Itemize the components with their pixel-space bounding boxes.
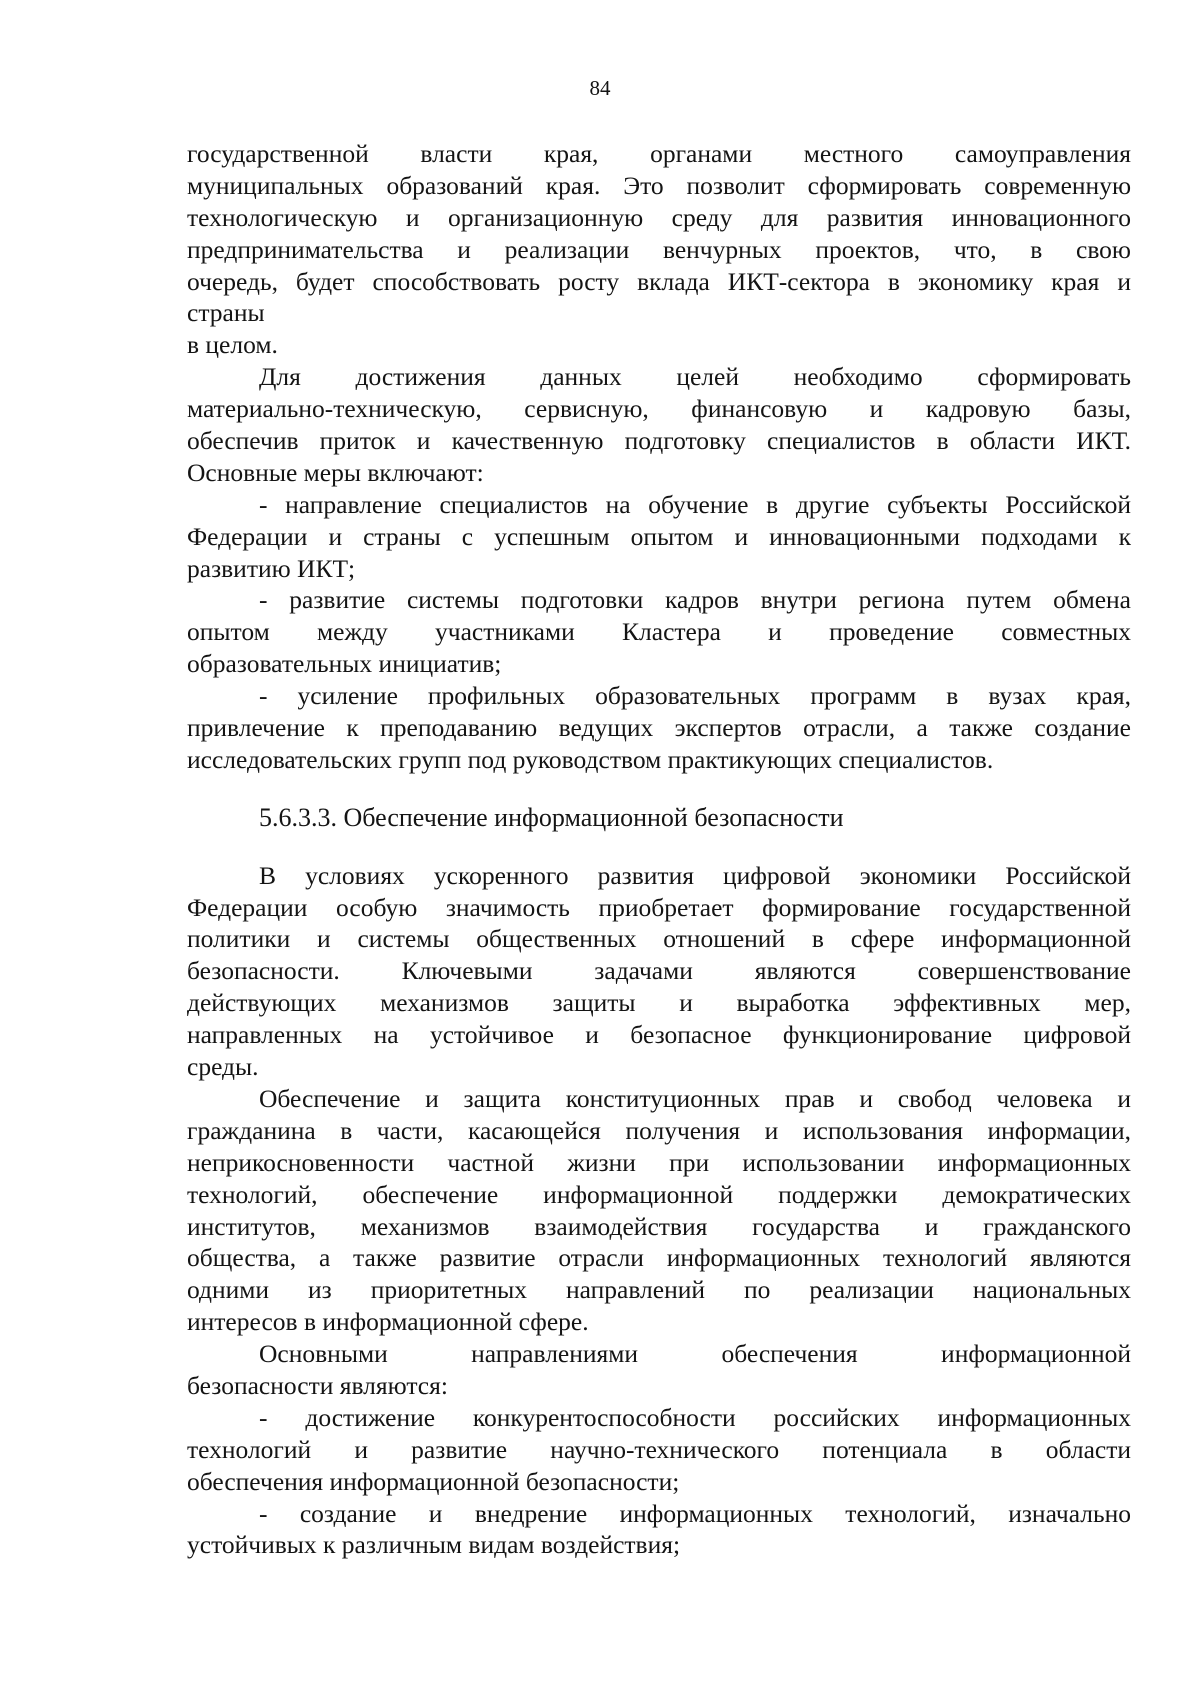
text-line: развитию ИКТ; [187, 553, 356, 583]
text-line: общества, а также развитие отрасли информационных технологий являются [187, 1243, 1131, 1273]
text-line: в целом. [187, 330, 278, 360]
text-line: материально-техническую, сервисную, финансовую и кадровую базы, [187, 394, 1131, 424]
text-line: институтов, механизмов взаимодействия государства и гражданского [187, 1211, 1131, 1241]
text-line: Для достижения данных целей необходимо сформировать [259, 362, 1131, 392]
text-line: Основными направлениями обеспечения информационной [259, 1339, 1131, 1369]
text-line: действующих механизмов защиты и выработка эффективных мер, [187, 988, 1131, 1018]
text-line: обеспечения информационной безопасности; [187, 1466, 680, 1496]
text-line: - создание и внедрение информационных технологий, изначально [259, 1498, 1131, 1528]
text-line: В условиях ускоренного развития цифровой экономики Российской [259, 860, 1131, 890]
text-line: - усиление профильных образовательных программ в вузах края, [259, 681, 1131, 711]
text-line: безопасности являются: [187, 1370, 448, 1400]
text-line: технологическую и организационную среду для развития инновационного [187, 202, 1131, 232]
text-line: исследовательских групп под руководством практикующих специалистов. [187, 744, 994, 774]
paragraph-gap [187, 834, 1131, 860]
paragraph-gap [187, 776, 1131, 802]
text-line: гражданина в части, касающейся получения и использования информации, [187, 1115, 1131, 1145]
text-line: Федерации и страны с успешным опытом и инновационными подходами к [187, 521, 1131, 551]
text-line: предпринимательства и реализации венчурных проектов, что, в свою [187, 234, 1131, 264]
section-heading: 5.6.3.3. Обеспечение информационной безопасности [259, 802, 844, 832]
text-line: безопасности. Ключевыми задачами являются совершенствование [187, 956, 1131, 986]
text-line: технологий, обеспечение информационной поддержки демократических [187, 1179, 1131, 1209]
text-line: Обеспечение и защита конституционных прав и свобод человека и [259, 1083, 1131, 1113]
text-line: привлечение к преподаванию ведущих экспертов отрасли, а также создание [187, 713, 1131, 743]
page-number: 84 [589, 76, 611, 100]
text-line: неприкосновенности частной жизни при использовании информационных [187, 1147, 1131, 1177]
text-line: устойчивых к различным видам воздействия; [187, 1530, 681, 1560]
text-line: муниципальных образований края. Это позволит сформировать современную [187, 170, 1131, 200]
text-line: обеспечив приток и качественную подготовку специалистов в области ИКТ. [187, 426, 1131, 456]
text-line: интересов в информационной сфере. [187, 1307, 589, 1337]
text-line: - направление специалистов на обучение в другие субъекты Российской [259, 489, 1131, 519]
text-line: среды. [187, 1052, 259, 1082]
text-line: опытом между участниками Кластера и проведение совместных [187, 617, 1131, 647]
text-line: направленных на устойчивое и безопасное функционирование цифровой [187, 1020, 1131, 1050]
text-line: Федерации особую значимость приобретает формирование государственной [187, 892, 1131, 922]
text-line: очередь, будет способствовать росту вклада ИКТ-сектора в экономику края и [187, 266, 1131, 296]
text-line: Основные меры включают: [187, 457, 484, 487]
text-line: государственной власти края, органами местного самоуправления [187, 139, 1131, 168]
text-line: политики и системы общественных отношений в сфере информационной [187, 924, 1131, 954]
text-line: образовательных инициатив; [187, 649, 502, 679]
text-line: технологий и развитие научно-технического потенциала в области [187, 1434, 1131, 1464]
text-line: одними из приоритетных направлений по реализации национальных [187, 1275, 1131, 1305]
text-line: страны [187, 298, 265, 328]
document-body [187, 138, 1131, 1561]
text-line: - развитие системы подготовки кадров внутри региона путем обмена [259, 585, 1131, 615]
text-line: - достижение конкурентоспособности российских информационных [259, 1402, 1131, 1432]
